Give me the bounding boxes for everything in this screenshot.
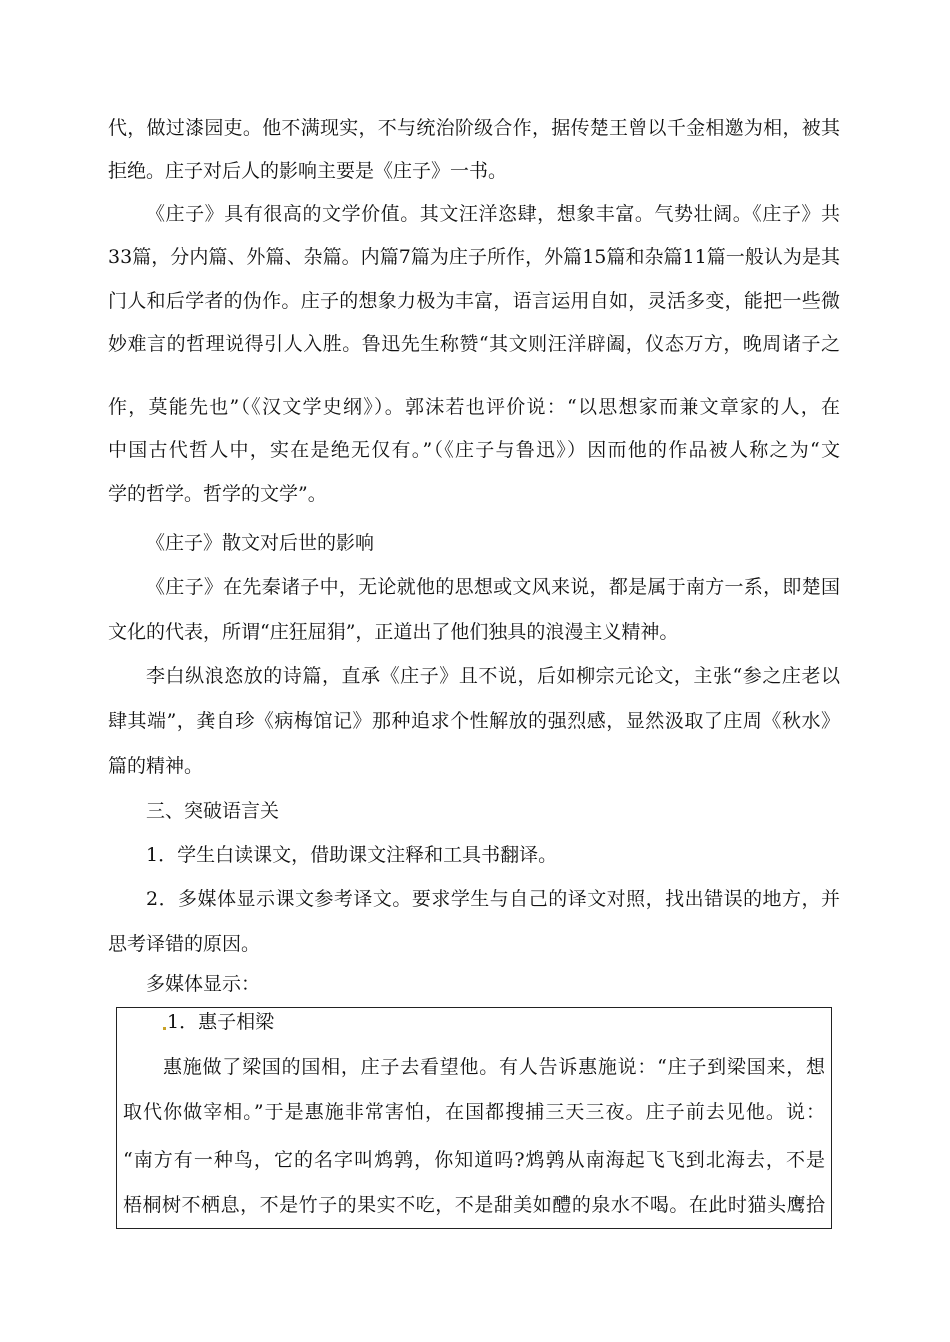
paragraph-line: 李白纵浪恣放的诗篇，直承《庄子》且不说，后如柳宗元论文，主张“参之庄老以	[146, 665, 840, 687]
paragraph-line: 代，做过漆园吏。他不满现实，不与统治阶级合作，据传楚王曾以千金相邀为相，被其	[108, 117, 840, 139]
paragraph-line: 中国古代哲人中，实在是绝无仅有。”（《庄子与鲁迅》）因而他的作品被人称之为“文	[108, 439, 840, 461]
section-heading: 三、突破语言关	[146, 800, 280, 822]
paragraph-line: 作，莫能先也”（《汉文学史纲》）。郭沫若也评价说：“以思想家而兼文章家的人，在	[108, 396, 840, 418]
paragraph-line: 33篇，分内篇、外篇、杂篇。内篇7篇为庄子所作，外篇15篇和杂篇11篇一般认为是其	[108, 246, 840, 268]
box-line: 惠施做了梁国的国相，庄子去看望他。有人告诉惠施说：“庄子到梁国来，想	[163, 1056, 825, 1078]
paragraph-line: 肆其端”，龚自珍《病梅馆记》那种追求个性解放的强烈感，显然汲取了庄周《秋水》	[108, 710, 840, 732]
box-line: 取代你做宰相。”于是惠施非常害怕，在国都搜捕三天三夜。庄子前去见他。说：	[123, 1101, 825, 1123]
translation-box	[116, 1007, 832, 1229]
paragraph-line: 《庄子》在先秦诸子中，无论就他的思想或文风来说，都是属于南方一系，即楚国	[146, 576, 840, 598]
list-item: 思考译错的原因。	[108, 933, 261, 955]
box-line: 梧桐树不栖息，不是竹子的果实不吃，不是甜美如醴的泉水不喝。在此时猫头鹰拾	[123, 1194, 825, 1216]
paragraph-line: 《庄子》具有很高的文学价值。其文汪洋恣肆，想象丰富。气势壮阔。《庄子》共	[146, 203, 840, 225]
paragraph-line: 门人和后学者的伪作。庄子的想象力极为丰富，语言运用自如，灵活多变，能把一些微	[108, 290, 840, 312]
paragraph-line: 拒绝。庄子对后人的影响主要是《庄子》一书。	[108, 160, 508, 182]
paragraph-line: 文化的代表，所谓“庄狂屈狷”，正道出了他们独具的浪漫主义精神。	[108, 621, 679, 643]
media-label: 多媒体显示：	[146, 973, 261, 995]
paragraph-line: 学的哲学。哲学的文学”。	[108, 483, 327, 505]
paragraph-line: 篇的精神。	[108, 755, 204, 777]
box-line: “南方有一种鸟，它的名字叫鸩鹑，你知道吗?鸩鹑从南海起飞飞到北海去，不是	[123, 1149, 825, 1171]
list-item: 2．多媒体显示课文参考译文。要求学生与自己的译文对照，找出错误的地方，并	[146, 888, 840, 910]
paragraph-line: 妙难言的哲理说得引人入胜。鲁迅先生称赞“其文则汪洋辟阖，仪态万方，晚周诸子之	[108, 333, 840, 355]
section-heading: 《庄子》散文对后世的影响	[146, 532, 375, 554]
box-title: 1．惠子相梁	[167, 1011, 275, 1033]
list-item: 1．学生白读课文，借助课文注释和工具书翻译。	[146, 844, 558, 866]
edit-mark	[163, 1027, 166, 1030]
